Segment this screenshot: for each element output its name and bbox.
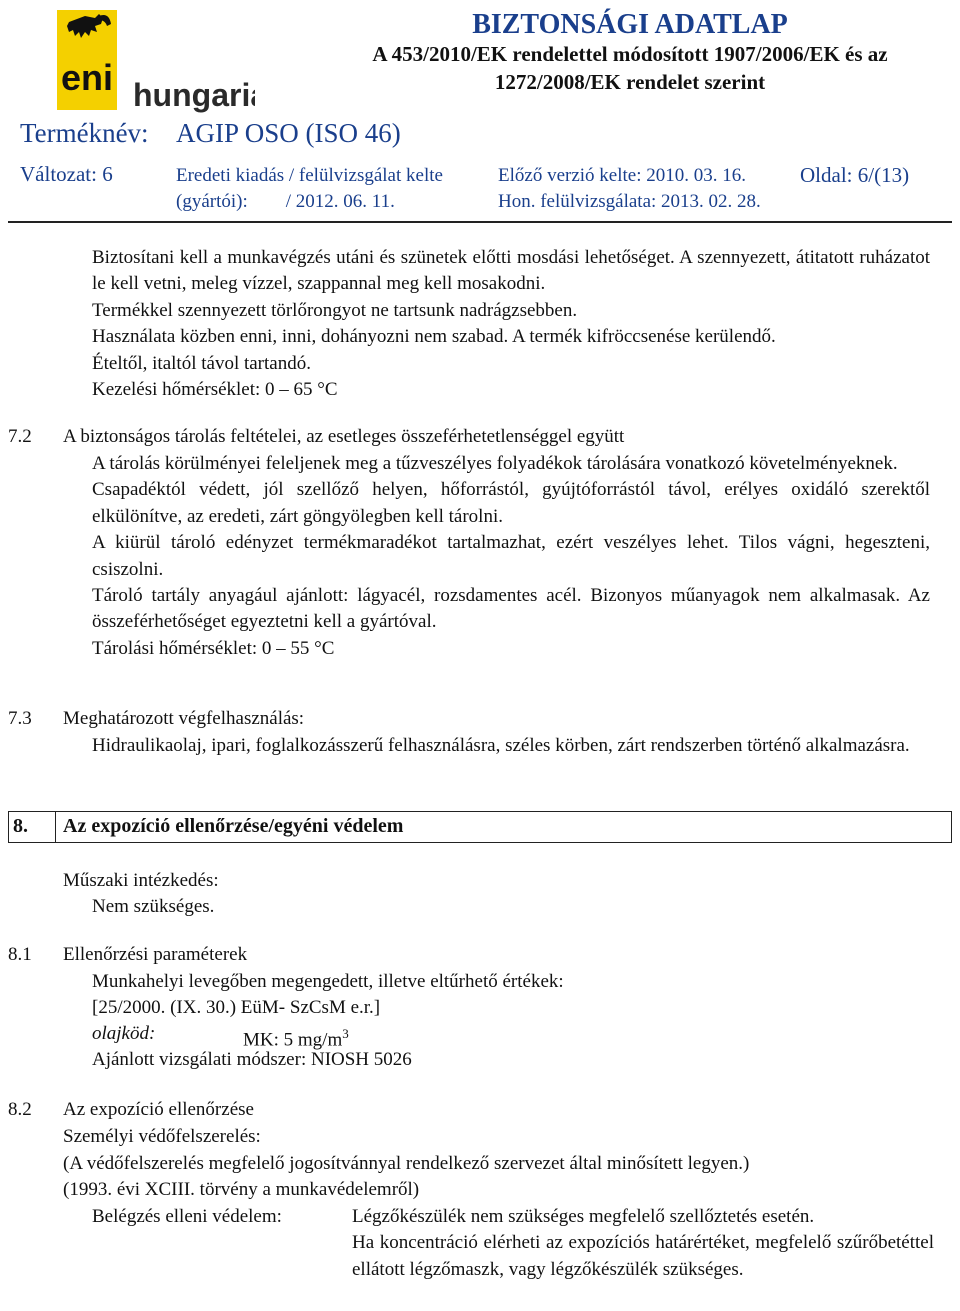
intro-p4: Ételtől, italtól távol tartandó. bbox=[92, 352, 311, 374]
section-8-1-number: 8.1 bbox=[8, 944, 32, 965]
s73-p1: Hidraulikaolaj, ipari, foglalkozásszerű felhasználásra, széles körben, zárt rendszerben történő alkalmazásra. bbox=[92, 735, 910, 756]
eni-hungaria-logo bbox=[55, 8, 255, 118]
intro-p1: Biztosítani kell a munkavégzés utáni és szünetek előtti mosdási lehetőséget. A szennyezett, átitatott ruházatot le kell vetni, meleg vízzel, szappannal meg kell mosakodni. bbox=[92, 247, 930, 295]
section-7-2-number: 7.2 bbox=[8, 426, 32, 447]
ppe-label: Személyi védőfelszerelés: bbox=[63, 1126, 261, 1147]
original-issue-line-1: Eredeti kiadás / felülvizsgálat kelte bbox=[176, 165, 443, 186]
technical-measures-label: Műszaki intézkedés: bbox=[63, 870, 219, 891]
section-7-3-number: 7.3 bbox=[8, 708, 32, 729]
document-title: BIZTONSÁGI ADATLAP bbox=[472, 9, 788, 40]
page-number: Oldal: 6/(13) bbox=[800, 163, 910, 187]
technical-measures-value: Nem szükséges. bbox=[92, 896, 215, 917]
product-name-label: Terméknév: bbox=[20, 118, 149, 148]
previous-version-line-2: Hon. felülvizsgálata: 2013. 02. 28. bbox=[498, 191, 761, 212]
respiratory-label: Belégzés elleni védelem: bbox=[92, 1206, 282, 1227]
intro-p5: Kezelési hőmérséklet: 0 – 65 °C bbox=[92, 379, 338, 401]
original-issue-line-2: (gyártói): / 2012. 06. 11. bbox=[176, 191, 395, 212]
s72-p3: A kiürül tároló edényzet termékmaradékot tartalmazhat, ezért veszélyes lehet. Tilos vágni, hegeszteni, csiszolni. bbox=[92, 532, 930, 580]
section-8-title: Az expozíció ellenőrzése/egyéni védelem bbox=[63, 815, 404, 837]
section-7-2-body bbox=[92, 451, 930, 662]
s81-line1: Munkahelyi levegőben megengedett, illetve eltűrhető értékek: bbox=[92, 971, 564, 992]
s72-p4: Tároló tartály anyagául ajánlott: lágyacél, rozsdamentes acél. Bizonyos műanyagok nem alkalmasak. Az összeférhetőséget egyeztetni kell a gyártóval. bbox=[92, 585, 930, 633]
intro-block bbox=[92, 245, 930, 403]
mk-value-text: MK: 5 mg/m bbox=[243, 1029, 343, 1051]
header-divider bbox=[8, 221, 952, 223]
logo-text: eni bbox=[61, 57, 114, 98]
s72-p1: A tárolás körülményei feleljenek meg a tűzveszélyes folyadékok tárolására vonatkozó követelményeknek. bbox=[92, 453, 898, 474]
s81-method: Ajánlott vizsgálati módszer: NIOSH 5026 bbox=[92, 1049, 412, 1070]
section-8-1-title: Ellenőrzési paraméterek bbox=[63, 944, 248, 965]
version: Változat: 6 bbox=[20, 162, 113, 186]
document-title-block bbox=[330, 10, 930, 96]
section-8-2-number: 8.2 bbox=[8, 1099, 32, 1120]
respiratory-p1: Légzőkészülék nem szükséges megfelelő szellőztetés esetén. bbox=[352, 1206, 815, 1227]
previous-version-line-1: Előző verzió kelte: 2010. 03. 16. bbox=[498, 165, 746, 186]
document-subtitle-1: A 453/2010/EK rendelettel módosított 1907/2006/EK és az bbox=[372, 42, 888, 66]
document-subtitle-2: 1272/2008/EK rendelet szerint bbox=[494, 70, 766, 94]
intro-p2: Termékkel szennyezett törlőrongyot ne tartsunk nadrágzsebben. bbox=[92, 299, 578, 321]
section-7-2-title: A biztonságos tárolás feltételei, az esetleges összeférhetetlenséggel együtt bbox=[63, 426, 625, 447]
product-name: AGIP OSO (ISO 46) bbox=[176, 118, 401, 148]
oil-mist-label: olajköd: bbox=[92, 1023, 156, 1044]
section-8-header bbox=[8, 811, 952, 843]
section-7-3-title: Meghatározott végfelhasználás: bbox=[63, 708, 305, 729]
respiratory-p2: Ha koncentráció elérheti az expozíciós határértéket, megfelelő szűrőbetéttel ellátott légzőmaszk, vagy légzőkészülék szükséges. bbox=[352, 1232, 934, 1280]
s72-p2: Csapadéktól védett, jól szellőző helyen, hőforrástól, gyújtóforrástól távol, erélyes oxidáló szerektől elkülönítve, az eredeti, zárt göngyölegben kell tárolni. bbox=[92, 479, 930, 527]
s72-p5: Tárolási hőmérséklet: 0 – 55 °C bbox=[92, 637, 335, 659]
intro-p3: Használata közben enni, inni, dohányozni nem szabad. A termék kifröccsenése kerülendő. bbox=[92, 326, 776, 348]
respiratory-text bbox=[352, 1204, 934, 1283]
mk-exponent: 3 bbox=[342, 1026, 349, 1041]
section-8-divider bbox=[55, 812, 56, 842]
section-8-number: 8. bbox=[13, 815, 28, 837]
section-8-2-title: Az expozíció ellenőrzése bbox=[63, 1099, 254, 1120]
original-issue-date bbox=[176, 163, 443, 215]
ppe-note-1: (A védőfelszerelés megfelelő jogosítvánnyal rendelkező szervezet által minősített legyen.) bbox=[63, 1153, 750, 1174]
ppe-note-2: (1993. évi XCIII. törvény a munkavédelemről) bbox=[63, 1179, 420, 1200]
logo-subtext: hungaria bbox=[133, 77, 255, 113]
s81-line2: [25/2000. (IX. 30.) EüM- SzCsM e.r.] bbox=[92, 997, 381, 1018]
previous-version-date bbox=[498, 163, 761, 215]
